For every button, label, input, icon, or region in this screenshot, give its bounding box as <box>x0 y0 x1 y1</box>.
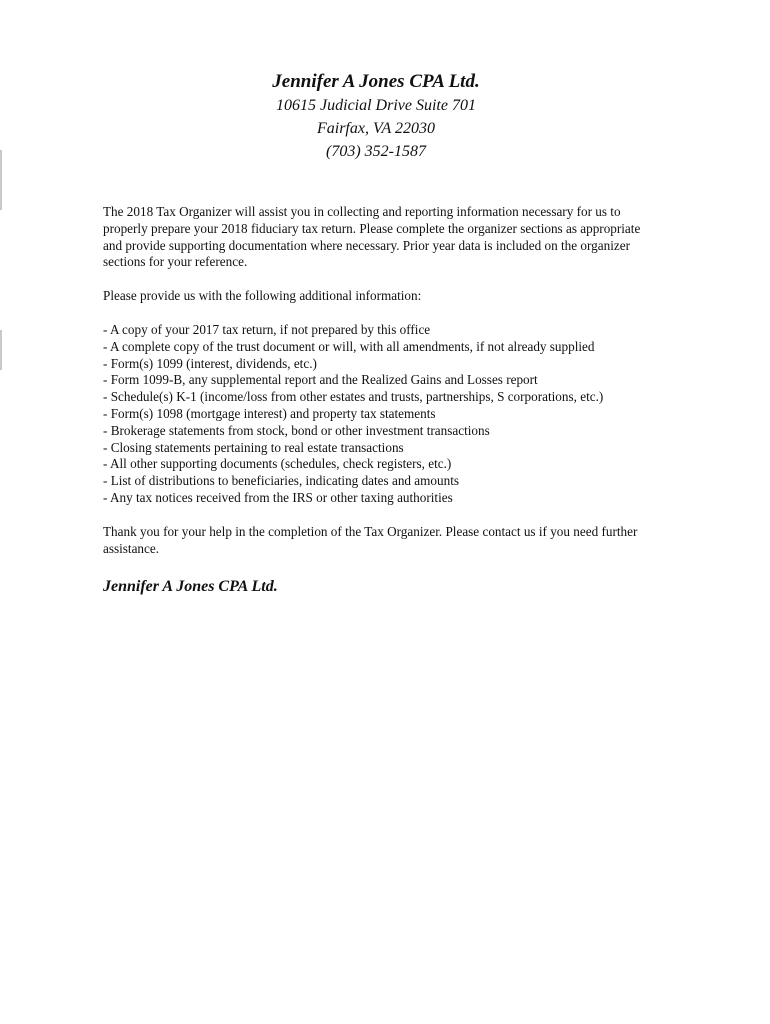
address-line-2: Fairfax, VA 22030 <box>316 120 436 137</box>
list-item: - Form(s) 1099 (interest, dividends, etc.) <box>103 355 317 371</box>
request-paragraph: Please provide us with the following additional information: <box>103 288 422 304</box>
intro-paragraph: The 2018 Tax Organizer will assist you in collecting and reporting information necessary for us to properly prepare your 2018 fiduciary tax return. Please complete the organizer sections as appropriate and provide supporting documentation where necessary. Prior year data is included on the organizer sections for your reference. <box>103 204 641 270</box>
list-item: - Closing statements pertaining to real estate transactions <box>103 439 404 455</box>
signature: Jennifer A Jones CPA Ltd. <box>103 578 278 596</box>
closing-paragraph: Thank you for your help in the completion of the Tax Organizer. Please contact us if you need further assistance. <box>103 523 638 556</box>
list-item: - Form 1099-B, any supplemental report and the Realized Gains and Losses report <box>103 372 538 388</box>
list-item: - All other supporting documents (schedules, check registers, etc.) <box>103 456 452 472</box>
list-item: - Brokerage statements from stock, bond or other investment transactions <box>103 422 490 438</box>
phone-number: (703) 352-1587 <box>326 143 426 160</box>
firm-name: Jennifer A Jones CPA Ltd. <box>272 71 480 92</box>
list-item: - Form(s) 1098 (mortgage interest) and property tax statements <box>103 405 436 421</box>
address-line-1: 10615 Judicial Drive Suite 701 <box>276 97 476 114</box>
letterhead <box>0 70 752 163</box>
list-item: - List of distributions to beneficiaries, indicating dates and amounts <box>103 473 459 489</box>
letter-body <box>103 204 648 597</box>
list-item: - A complete copy of the trust document or will, with all amendments, if not already supplied <box>103 338 595 354</box>
list-item: - Schedule(s) K-1 (income/loss from other estates and trusts, partnerships, S corporations, etc.) <box>103 389 604 405</box>
list-item: - A copy of your 2017 tax return, if not prepared by this office <box>103 321 431 337</box>
list-item: - Any tax notices received from the IRS or other taxing authorities <box>103 489 453 505</box>
required-documents-list <box>103 322 648 507</box>
scan-edge-mark <box>0 330 2 370</box>
